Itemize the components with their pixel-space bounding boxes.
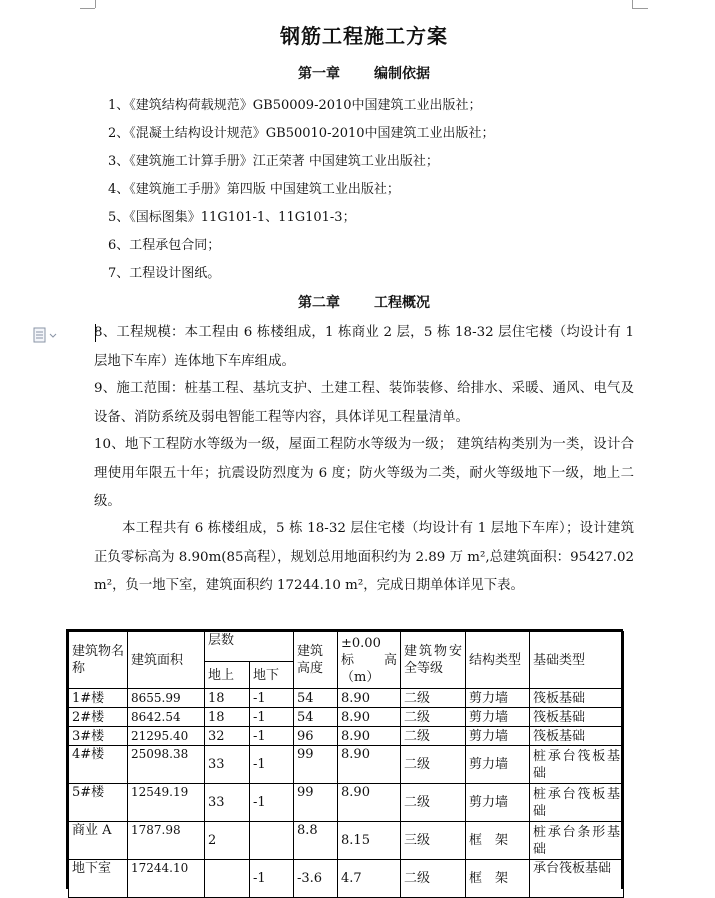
cell-name: 1#楼	[69, 689, 128, 708]
cell-area: 17244.10	[128, 860, 205, 898]
cell-height: 54	[294, 689, 338, 708]
cell-structure: 剪力墙	[466, 689, 530, 708]
cell-name: 地下室	[69, 860, 128, 898]
cell-above: 18	[205, 689, 250, 708]
cell-height: 8.8	[294, 822, 338, 860]
crop-mark-left-h	[80, 8, 95, 9]
cell-structure: 剪力墙	[466, 727, 530, 746]
cell-height: 99	[294, 784, 338, 822]
cell-name: 商业 A	[69, 822, 128, 860]
cell-below	[250, 822, 294, 860]
cell-safety: 二级	[401, 746, 466, 784]
chapter-2-heading	[94, 292, 634, 312]
cell-area: 8655.99	[128, 689, 205, 708]
header-area: 建筑面积	[128, 632, 205, 689]
cell-below: -1	[250, 784, 294, 822]
cell-foundation: 桩承台筏板基础	[530, 746, 624, 784]
header-safety: 建筑物安全等级	[401, 632, 466, 689]
header-elevation: ±0.00 标 高（m）	[338, 632, 401, 689]
cell-above: 18	[205, 708, 250, 727]
cell-area: 12549.19	[128, 784, 205, 822]
cell-area: 21295.40	[128, 727, 205, 746]
cell-structure: 框 架	[466, 822, 530, 860]
cell-above: 2	[205, 822, 250, 860]
paragraph-options-icon[interactable]	[33, 327, 59, 343]
header-structure: 结构类型	[466, 632, 530, 689]
table-row	[69, 708, 624, 727]
cell-below: -1	[250, 746, 294, 784]
cell-name: 5#楼	[69, 784, 128, 822]
cell-below: -1	[250, 689, 294, 708]
header-height: 建筑高度	[294, 632, 338, 689]
cell-name: 4#楼	[69, 746, 128, 784]
cell-foundation: 筏板基础	[530, 708, 624, 727]
cell-area: 1787.98	[128, 822, 205, 860]
header-foundation: 基础类型	[530, 632, 624, 689]
cell-structure: 剪力墙	[466, 746, 530, 784]
paragraph-scale: 8、工程规模：本工程由 6 栋楼组成，1 栋商业 2 层，5 栋 18-32 层住宅楼（均设计有 1 层地下车库）连体地下车库组成。	[94, 325, 634, 369]
chapter-1-heading	[94, 63, 634, 83]
paragraph-scope: 9、施工范围：桩基工程、基坑支护、土建工程、装饰装修、给排水、采暖、通风、电气及设备、消防系统及弱电智能工程等内容，具体详见工程量清单。	[94, 381, 634, 425]
cell-above: 33	[205, 784, 250, 822]
table-row	[69, 746, 624, 784]
cell-safety: 二级	[401, 860, 466, 898]
cell-safety: 二级	[401, 708, 466, 727]
cell-height: -3.6	[294, 860, 338, 898]
cell-elevation: 8.90	[338, 689, 401, 708]
table-row	[69, 784, 624, 822]
crop-mark-right-h	[632, 8, 648, 9]
cell-foundation: 筏板基础	[530, 689, 624, 708]
reference-item: 6、工程承包合同；	[108, 238, 221, 253]
cell-elevation: 8.90	[338, 708, 401, 727]
cell-above: 33	[205, 746, 250, 784]
table-row	[69, 689, 624, 708]
cell-foundation: 筏板基础	[530, 727, 624, 746]
document-title: 钢筋工程施工方案	[280, 24, 448, 48]
cell-name: 3#楼	[69, 727, 128, 746]
cell-below: -1	[250, 708, 294, 727]
cell-structure: 框 架	[466, 860, 530, 898]
cell-safety: 二级	[401, 784, 466, 822]
cell-safety: 二级	[401, 727, 466, 746]
cell-safety: 三级	[401, 822, 466, 860]
cell-elevation: 8.90	[338, 784, 401, 822]
reference-item: 5、《国标图集》11G101-1、11G101-3；	[108, 210, 356, 225]
paragraph-grades: 10、地下工程防水等级为一级，屋面工程防水等级为一级； 建筑结构类别为一类，设计合理使用年限五十年；抗震设防烈度为 6 度；防火等级为二类，耐火等级地下一级，地上二级。	[94, 437, 634, 509]
cell-height: 99	[294, 746, 338, 784]
reference-item: 7、工程设计图纸。	[108, 266, 221, 281]
crop-mark-left	[95, 0, 96, 8]
header-above: 地上	[205, 662, 250, 689]
header-floors: 层数	[205, 632, 294, 662]
cell-area: 8642.54	[128, 708, 205, 727]
crop-mark-right	[632, 0, 633, 8]
reference-item: 3、《建筑施工计算手册》江正荣著 中国建筑工业出版社；	[108, 154, 439, 169]
cell-height: 54	[294, 708, 338, 727]
cell-below: -1	[250, 860, 294, 898]
cell-foundation: 桩承台筏板基础	[530, 784, 624, 822]
cell-below: -1	[250, 727, 294, 746]
table-row	[69, 727, 624, 746]
table-row	[69, 822, 624, 860]
cell-elevation: 4.7	[338, 860, 401, 898]
chapter-2-name: 工程概况	[374, 295, 430, 311]
chapter-1-name: 编制依据	[374, 66, 430, 82]
cell-foundation: 承台筏板基础	[530, 860, 624, 898]
reference-item: 2、《混凝土结构设计规范》GB50010-2010中国建筑工业出版社；	[108, 126, 495, 141]
cell-area: 25098.38	[128, 746, 205, 784]
cell-safety: 二级	[401, 689, 466, 708]
header-below: 地下	[250, 662, 294, 689]
cell-height: 96	[294, 727, 338, 746]
cell-elevation: 8.90	[338, 727, 401, 746]
cell-above: 32	[205, 727, 250, 746]
cell-name: 2#楼	[69, 708, 128, 727]
cell-structure: 剪力墙	[466, 708, 530, 727]
paragraph-summary: 本工程共有 6 栋楼组成，5 栋 18-32 层住宅楼（均设计有 1 层地下车库）；设计建筑正负零标高为 8.90m(85高程），规划总用地面积约为 2.89 万 m²,总建筑面积：95427.02 m²，负一地下室，建筑面积约 17244.10 m²，完成日期单体详见下表。	[94, 521, 634, 593]
chapter-2-label: 第二章	[298, 295, 340, 311]
cell-structure: 剪力墙	[466, 784, 530, 822]
header-name: 建筑物名称	[69, 632, 128, 689]
reference-item: 4、《建筑施工手册》第四版 中国建筑工业出版社；	[108, 182, 400, 197]
chapter-1-label: 第一章	[298, 66, 340, 82]
cell-elevation: 8.90	[338, 746, 401, 784]
building-spec-table	[68, 631, 624, 898]
cell-foundation: 桩承台条形基础	[530, 822, 624, 860]
reference-item: 1、《建筑结构荷载规范》GB50009-2010中国建筑工业出版社；	[108, 98, 482, 113]
cell-elevation: 8.15	[338, 822, 401, 860]
